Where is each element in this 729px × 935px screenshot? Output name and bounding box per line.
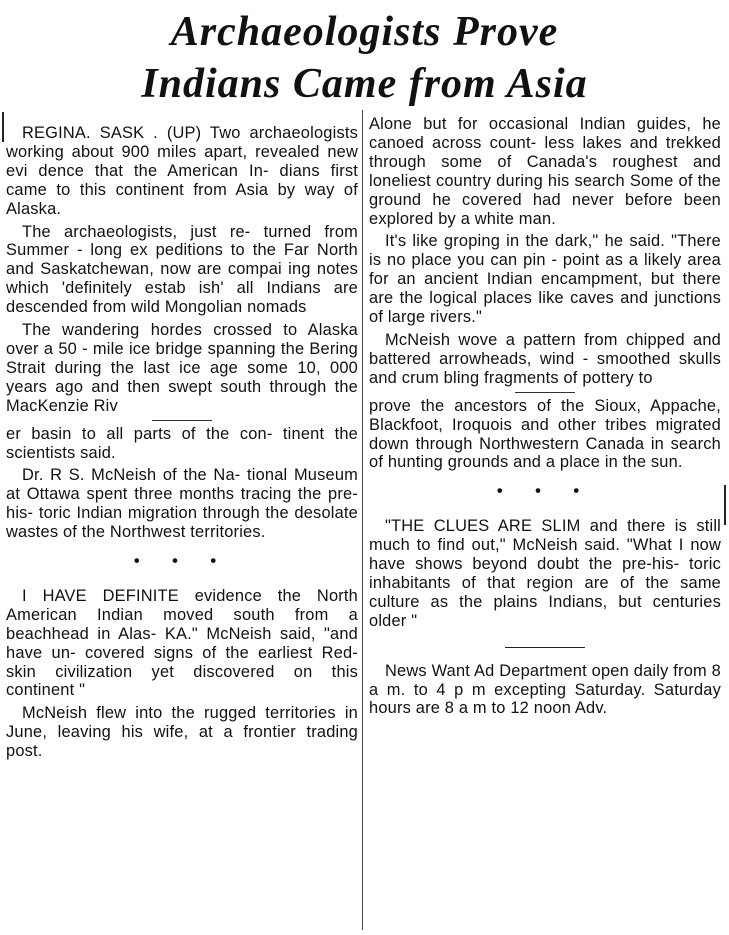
article-paragraph: The wandering hordes crossed to Alaska over a 50 - mile ice bridge spanning the Bering Strait during the last ice age some 10, 000 years ago and then swept south through the MacKenzie Riv: [6, 321, 358, 415]
article-paragraph: er basin to all parts of the con- tinent the scientists said.: [6, 424, 358, 462]
section-separator: • • •: [133, 552, 231, 571]
column-break-rule: [515, 392, 575, 393]
article-paragraph: The archaeologists, just re- turned from Summer - long ex peditions to the Far North and Saskatchewan, now are compai ing notes which 'definitely estab ish' all Indians are descended from wild Mongolian nomads: [6, 222, 358, 317]
article-paragraph: I HAVE DEFINITE evidence the North American Indian moved south from a beachhead in Alas- KA." McNeish said, "and have un- covered signs of the earliest Red- skin civilization yet discovered on this continent ": [6, 586, 358, 700]
headline: [0, 6, 729, 110]
column-break-rule: [152, 420, 212, 421]
advertisement-notice: News Want Ad Department open daily from 8 a m. to 4 p m excepting Saturday. Saturday hours are 8 a m to 12 noon Adv.: [369, 661, 721, 718]
section-separator: • • •: [496, 482, 594, 501]
headline-line-1: Archaeologists Prove: [170, 9, 559, 55]
right-margin-rule: [724, 485, 726, 525]
article-paragraph: Alone but for occasional Indian guides, he canoed across count- less lakes and trekked through some of Canada's roughest and loneliest country during his search Some of the ground he covered had never before been explored by a white man.: [369, 115, 721, 228]
article-paragraph: McNeish wove a pattern from chipped and battered arrowheads, wind - smoothed skulls and crum bling fragments of pottery to: [369, 330, 721, 387]
article-paragraph: prove the ancestors of the Sioux, Appache, Blackfoot, Iroquois and other tribes migrated down through Northwestern Canada in search of hunting grounds and a place in the sun.: [369, 396, 721, 472]
ad-divider: [505, 647, 585, 648]
article-paragraph: McNeish flew into the rugged territories in June, leaving his wife, at a frontier trading post.: [6, 704, 358, 761]
left-column: [6, 124, 358, 930]
left-margin-rule: [2, 112, 4, 142]
right-column: [369, 115, 721, 930]
headline-line-2: Indians Came from Asia: [141, 61, 588, 107]
article-paragraph: REGINA. SASK . (UP) Two archaeologists working about 900 miles apart, revealed new evi dence that the American In- dians first came to this continent from Asia by way of Alaska.: [6, 124, 358, 218]
article-paragraph: Dr. R S. McNeish of the Na- tional Museum at Ottawa spent three months tracing the pre-his- toric Indian migration through the desolate wastes of the Northwest territories.: [6, 466, 358, 542]
column-divider: [362, 110, 363, 930]
article-paragraph: "THE CLUES ARE SLIM and there is still much to find out," McNeish said. "What I now have shows beyond doubt the pre-his- toric inhabitants of that region are of the same culture as the plains Indians, but centuries older ": [369, 517, 721, 630]
article-paragraph: It's like groping in the dark," he said. "There is no place you can pin - point as a likely area for an ancient Indian encampment, but there are the logical places like caves and junctions of large rivers.": [369, 232, 721, 327]
